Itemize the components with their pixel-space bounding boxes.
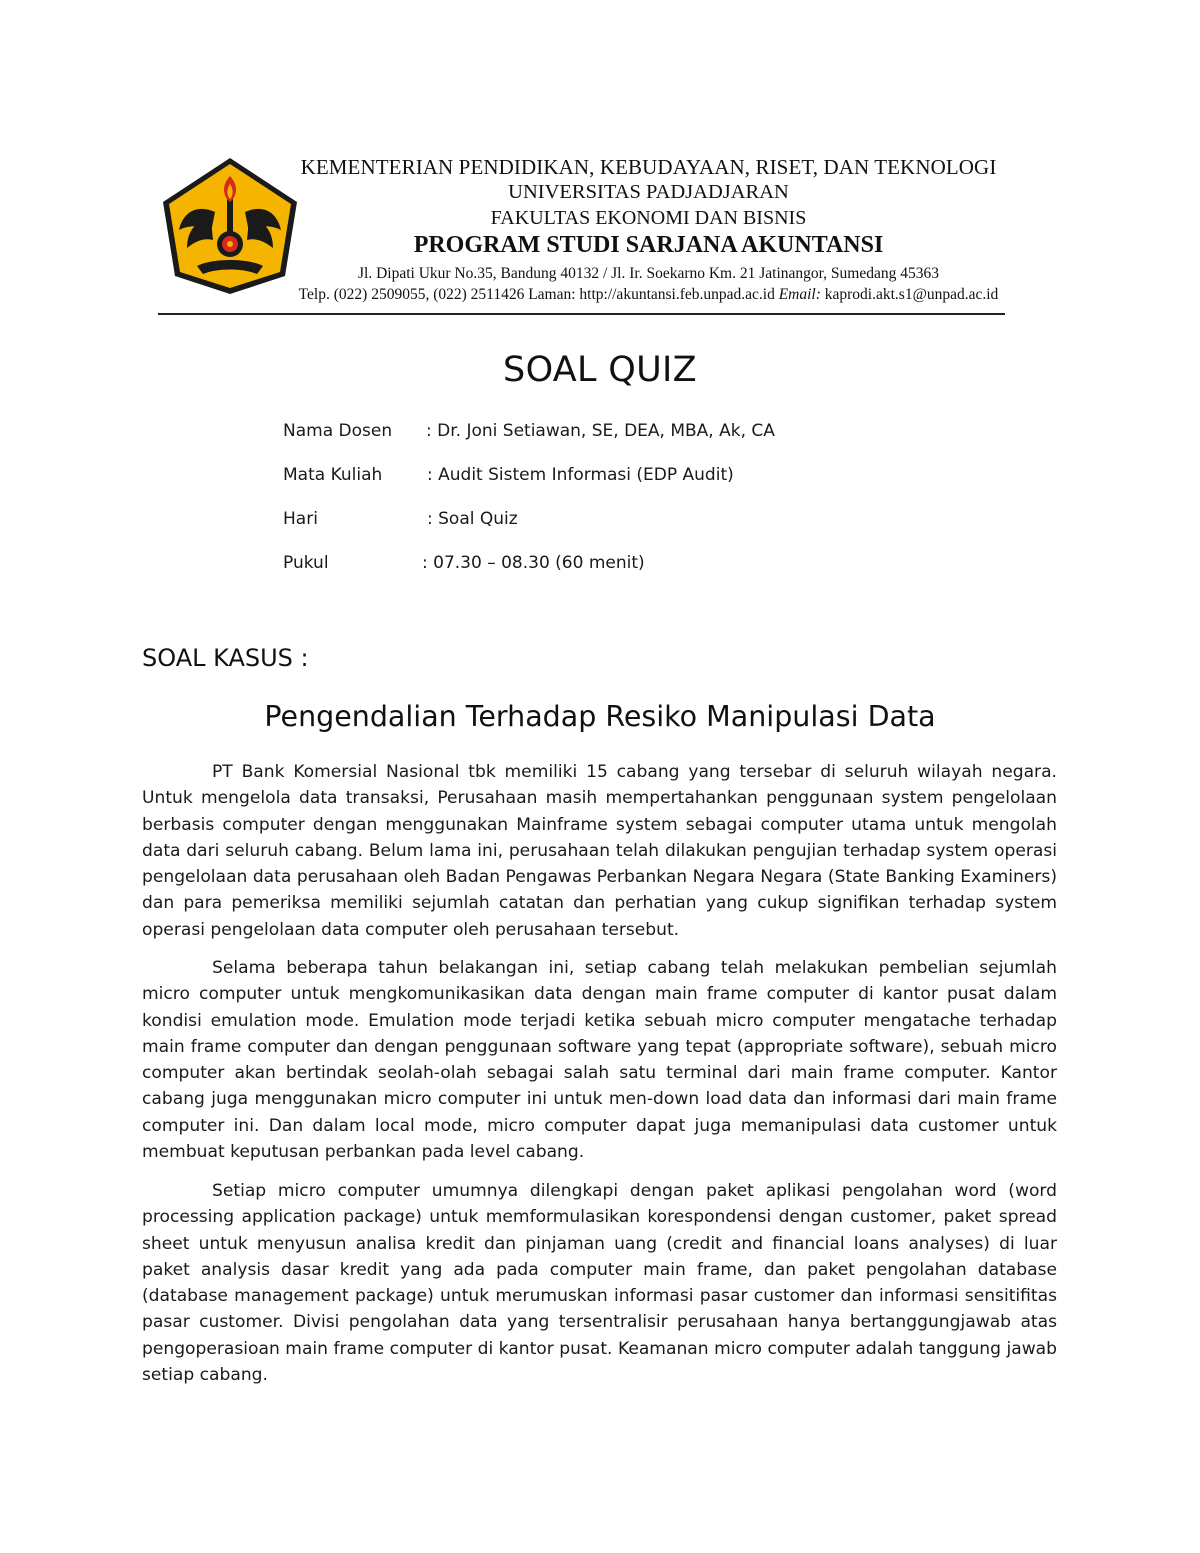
info-label: Mata Kuliah <box>283 465 383 485</box>
faculty-name: FAKULTAS EKONOMI DAN BISNIS <box>490 207 807 229</box>
case-title: Pengendalian Terhadap Resiko Manipulasi Data <box>264 700 936 733</box>
contact-email-label: Email: <box>778 286 821 303</box>
contact-line <box>290 286 1007 304</box>
university-logo <box>157 154 303 296</box>
contact-email: kaprodi.akt.s1@unpad.ac.id <box>824 286 999 303</box>
info-value: : Soal Quiz <box>427 509 518 529</box>
info-value: : Dr. Joni Setiawan, SE, DEA, MBA, Ak, CA <box>426 421 775 441</box>
section-heading: SOAL KASUS : <box>142 644 309 672</box>
letterhead-divider <box>158 313 1005 315</box>
document-title: SOAL QUIZ <box>503 350 697 390</box>
ministry-name: KEMENTERIAN PENDIDIKAN, KEBUDAYAAN, RISET, DAN TEKNOLOGI <box>300 155 997 179</box>
info-value: : 07.30 – 08.30 (60 menit) <box>422 553 645 573</box>
info-value: : Audit Sistem Informasi (EDP Audit) <box>427 465 734 485</box>
info-label: Pukul <box>283 553 329 573</box>
case-paragraph: PT Bank Komersial Nasional tbk memiliki 15 cabang yang tersebar di seluruh wilayah negara. Untuk mengelola data transaksi, Perusahaan masih mempertahankan penggunaan system pengelolaan berbasis computer dengan menggunakan Mainframe system sebagai computer utama untuk mengolah data dari seluruh cabang. Belum lama ini, perusahaan telah dilakukan pengujian terhadap system operasi pengelolaan data perusahaan oleh Badan Pengawas Perbankan Negara Negara (State Banking Examiners) dan para pemeriksa memiliki sejumlah catatan dan perhatian yang cukup signifikan terhadap system operasi pengelolaan data computer oleh perusahaan tersebut. <box>142 762 1057 940</box>
info-label: Nama Dosen <box>283 421 393 441</box>
university-name: UNIVERSITAS PADJADJARAN <box>508 181 789 203</box>
contact-phone-web: Telp. (022) 2509055, (022) 2511426 Laman: http://akuntansi.feb.unpad.ac.id <box>298 286 775 303</box>
info-label: Hari <box>283 509 318 529</box>
address: Jl. Dipati Ukur No.35, Bandung 40132 / Jl. Ir. Soekarno Km. 21 Jatinangor, Sumedang 45363 <box>357 265 939 282</box>
case-paragraph: Setiap micro computer umumnya dilengkapi dengan paket aplikasi pengolahan word (word processing application package) untuk memformulasikan korespondensi dengan customer, paket spread sheet untuk menyusun analisa kredit dan pinjaman uang (credit and financial loans analyses) di luar paket analysis dasar kredit yang ada pada computer main frame, dan paket pengolahan database (database management package) untuk merumuskan informasi pasar customer dan informasi sensitifitas pasar customer. Divisi pengolahan data yang tersentralisir perusahaan hanya bertanggungjawab atas pengoperasioan main frame computer di kantor pusat. Keamanan micro computer adalah tanggung jawab setiap cabang. <box>142 1181 1057 1386</box>
case-paragraph: Selama beberapa tahun belakangan ini, setiap cabang telah melakukan pembelian sejumlah micro computer untuk mengkomunikasikan data dengan main frame computer di kantor pusat dalam kondisi emulation mode. Emulation mode terjadi ketika sebuah micro computer mengatache terhadap main frame computer dan dengan penggunaan software yang tepat (appropriate software), sebuah micro computer akan bertindak seolah-olah sebagai salah satu terminal dari main frame computer. Kantor cabang juga menggunakan micro computer ini untuk men-down load data dan informasi dari main frame computer ini. Dan dalam local mode, micro computer dapat juga memanipulasi data customer untuk membuat keputusan perbankan pada level cabang. <box>142 958 1057 1163</box>
letterhead <box>155 150 1007 318</box>
program-name: PROGRAM STUDI SARJANA AKUNTANSI <box>413 232 884 258</box>
